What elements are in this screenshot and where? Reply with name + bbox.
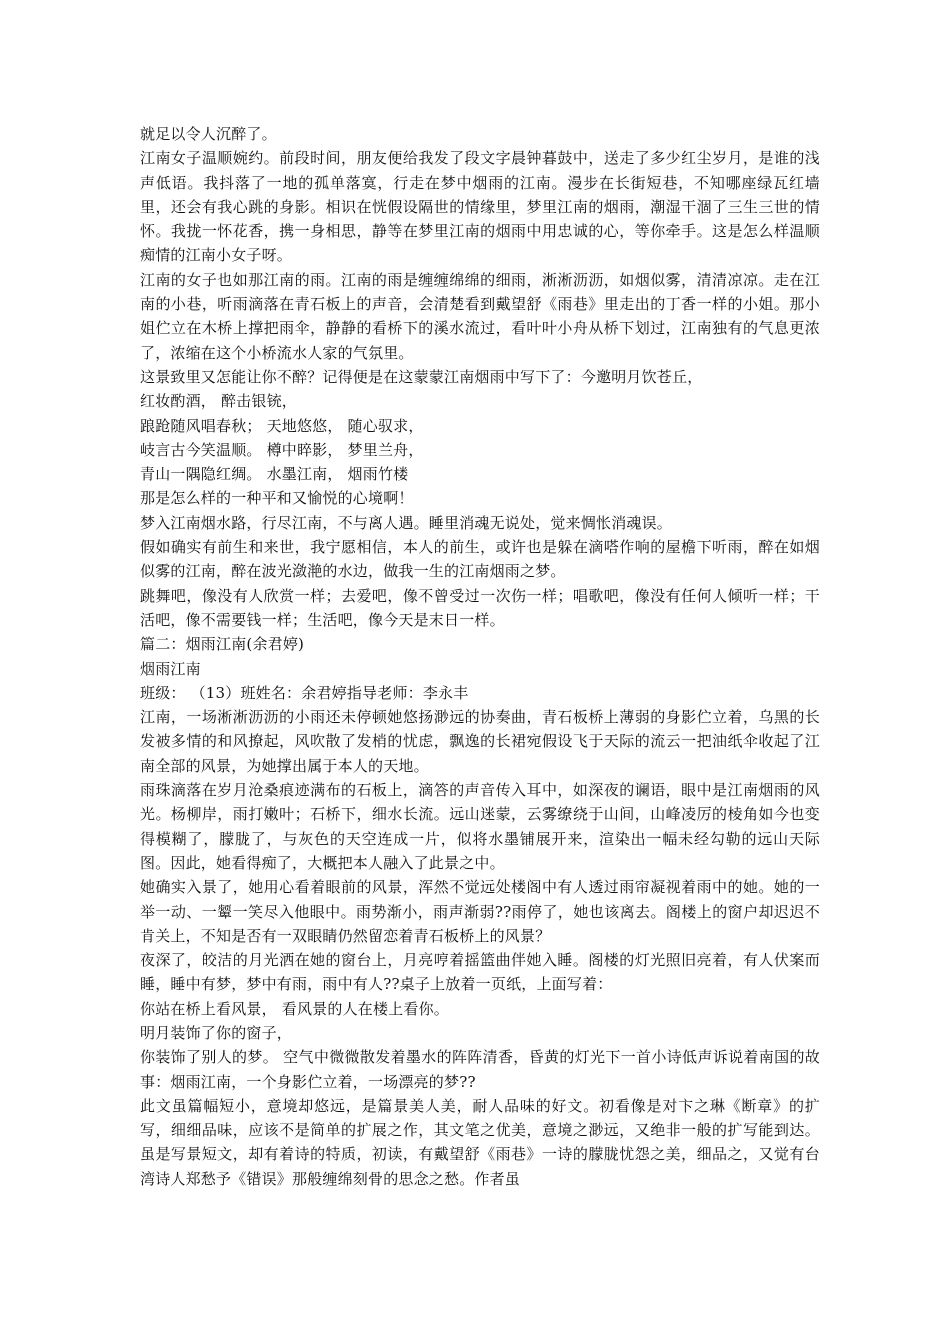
paragraph: 江南的女子也如那江南的雨。江南的雨是缠缠绵绵的细雨，淅淅沥沥，如烟似雾，清清凉凉。走在江南的小巷，听雨滴落在青石板上的声音，会清楚看到戴望舒《雨巷》里走出的丁香一样的小姐。那小姐伫立在木桥上撑把雨伞，静静的看桥下的溪水流过，看叶叶小舟从桥下划过，江南独有的气息更浓了，浓缩在这个小桥流水人家的气氛里。 — [140, 270, 820, 362]
paragraph: 梦入江南烟水路，行尽江南，不与离人遇。睡里消魂无说处，觉来惆怅消魂误。 — [140, 513, 673, 532]
poem-line: 明月装饰了你的窗子， — [140, 1023, 293, 1042]
paragraph: 你装饰了别人的梦。 空气中微微散发着墨水的阵阵清香，昏黄的灯光下一首小诗低声诉说着南国的故事：烟雨江南，一个身影伫立着，一场漂亮的梦?? — [140, 1048, 820, 1091]
paragraph: 江南女子温顺婉约。前段时间，朋友便给我发了段文字晨钟暮鼓中，送走了多少红尘岁月，是谁的浅声低语。我抖落了一地的孤单落寞，行走在梦中烟雨的江南。漫步在长街短巷，不知哪座绿瓦红墙里，还会有我心跳的身影。相识在恍假设隔世的情缘里，梦里江南的烟雨，潮湿干涸了三生三世的情怀。我拢一怀花香，携一身相思，静等在梦里江南的烟雨中用忠诚的心，等你牵手。这是怎么样温顺痴情的江南小女子呀。 — [140, 149, 820, 265]
paragraph: 夜深了，皎洁的月光洒在她的窗台上，月亮哼着摇篮曲伴她入睡。阁楼的灯光照旧亮着，有人伏案而睡，睡中有梦，梦中有雨，雨中有人??桌子上放着一页纸，上面写着： — [140, 951, 820, 994]
author-info: 班级： （13）班姓名：余君婷指导老师：李永丰 — [140, 683, 469, 702]
section-heading: 篇二：烟雨江南(余君婷) — [140, 635, 305, 654]
document-body — [140, 122, 820, 1191]
paragraph: 江南，一场淅淅沥沥的小雨还未停顿她悠扬渺远的协奏曲，青石板桥上薄弱的身影伫立着，乌黑的长发被多情的和风撩起，风吹散了发梢的忧虑，飘逸的长裙宛假设飞于天际的流云一把油纸伞收起了江南全部的风景，为她撑出属于本人的天地。 — [140, 708, 820, 775]
paragraph: 就足以令人沉醉了。 — [140, 125, 277, 143]
poem-line: 你站在桥上看风景， 看风景的人在楼上看你。 — [140, 999, 449, 1018]
paragraph: 这景致里又怎能让你不醉？记得便是在这蒙蒙江南烟雨中写下了：今邀明月饮苍丘， — [140, 367, 703, 386]
paragraph: 跳舞吧，像没有人欣赏一样；去爱吧，像不曾受过一次伤一样；唱歌吧，像没有任何人倾听一样；干活吧，像不需要钱一样；生活吧，像今天是末日一样。 — [140, 586, 820, 629]
paragraph: 雨珠滴落在岁月沧桑痕迹满布的石板上，滴答的声音传入耳中，如深夜的谰语，眼中是江南烟雨的风光。杨柳岸，雨打嫩叶；石桥下，细水长流。远山迷蒙，云雾缭绕于山间，山峰凌厉的棱角如今也变得模糊了，朦胧了，与灰色的天空连成一片，似将水墨铺展开来，渲染出一幅未经勾勒的远山天际图。因此，她看得痴了，大概把本人融入了此景之中。 — [140, 781, 820, 872]
article-title: 烟雨江南 — [140, 659, 201, 678]
poem-line: 青山一隅隐红绸。 水墨江南， 烟雨竹楼 — [140, 465, 409, 484]
poem-line: 岐言古今笑温顺。 樽中睟影， 梦里兰舟， — [140, 440, 424, 459]
paragraph: 她确实入景了，她用心看着眼前的风景，浑然不觉远处楼阁中有人透过雨帘凝视着雨中的她。她的一举一动、一颦一笑尽入他眼中。雨势渐小，雨声渐弱??雨停了，她也该离去。阁楼上的窗户却迟迟不肯关上，不知是否有一双眼睛仍然留恋着青石板桥上的风景？ — [140, 878, 820, 945]
paragraph: 假如确实有前生和来世，我宁愿相信，本人的前生，或许也是躲在滴嗒作响的屋檐下听雨，醉在如烟似雾的江南，醉在波光潋滟的水边，做我一生的江南烟雨之梦。 — [140, 538, 820, 581]
poem-line: 踉跄随风唱春秋； 天地悠悠， 随心驭求， — [140, 416, 424, 435]
poem-line: 红妆酌酒， 醉击银铳， — [140, 392, 297, 411]
paragraph: 此文虽篇幅短小，意境却悠远，是篇景美人美，耐人品味的好文。初看像是对卞之琳《断章》的扩写，细细品味，应该不是简单的扩展之作，其文笔之优美，意境之渺远，又绝非一般的扩写能到达。虽是写景短文，却有着诗的特质，初读，有戴望舒《雨巷》一诗的朦胧忧怨之美，细品之，又觉有台湾诗人郑愁予《错误》那般缠绵刻骨的思念之愁。作者虽 — [140, 1096, 820, 1188]
paragraph: 那是怎么样的一种平和又愉悦的心境啊！ — [140, 489, 414, 508]
